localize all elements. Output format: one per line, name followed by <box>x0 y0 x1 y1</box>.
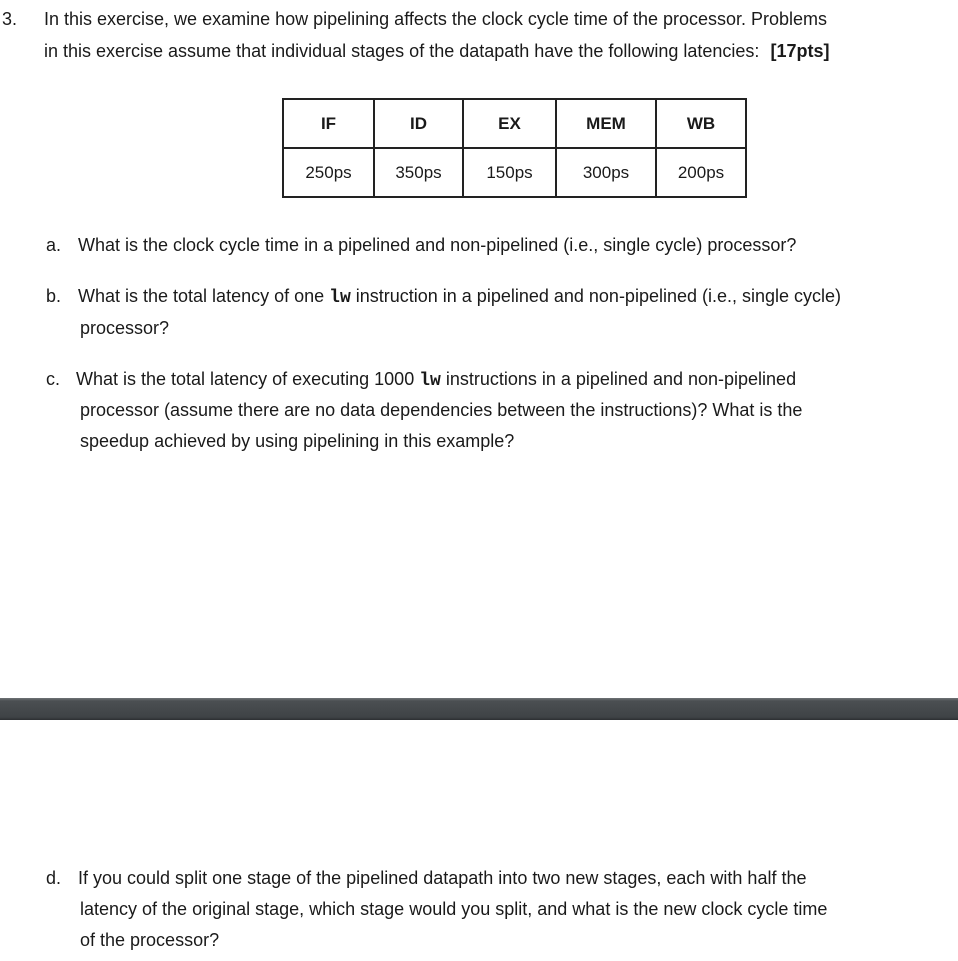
page-separator <box>0 698 958 720</box>
question-b-text-pre: What is the total latency of one <box>78 286 330 306</box>
stage-header-id: ID <box>374 99 463 148</box>
problem-number: 3. <box>2 9 18 29</box>
problem-intro-line-1: In this exercise, we examine how pipelining affects the clock cycle time of the processor. Problems <box>44 9 828 29</box>
question-d-line-2: latency of the original stage, which stage would you split, and what is the new clock cycle time <box>80 899 828 919</box>
question-d-marker: d. <box>46 868 62 888</box>
latency-table-header-row <box>283 99 746 148</box>
question-c-line-1 <box>76 368 796 392</box>
question-b-text-post: instruction in a pipelined and non-pipelined (i.e., single cycle) <box>350 286 842 306</box>
stage-latency-ex: 150ps <box>463 148 556 197</box>
question-b-line-2: processor? <box>80 318 170 338</box>
problem-intro-line-2 <box>44 40 829 62</box>
question-b-code: lw <box>329 288 351 308</box>
stage-latency-if: 250ps <box>283 148 374 197</box>
latency-table-value-row <box>283 148 746 197</box>
question-d-line-1: If you could split one stage of the pipelined datapath into two new stages, each with half the <box>78 868 807 888</box>
question-a-text: What is the clock cycle time in a pipelined and non-pipelined (i.e., single cycle) processor? <box>78 235 797 255</box>
stage-header-if: IF <box>283 99 374 148</box>
question-d-line-3: of the processor? <box>80 930 220 950</box>
question-c-line-2: processor (assume there are no data dependencies between the instructions)? What is the <box>80 400 803 420</box>
question-c-marker: c. <box>46 369 61 389</box>
stage-latency-wb: 200ps <box>656 148 746 197</box>
stage-latency-id: 350ps <box>374 148 463 197</box>
question-c-text-pre: What is the total latency of executing 1000 <box>76 369 420 389</box>
question-b-line-1 <box>78 285 841 309</box>
question-b-marker: b. <box>46 286 62 306</box>
question-c-line-3: speedup achieved by using pipelining in this example? <box>80 431 515 451</box>
stage-header-wb: WB <box>656 99 746 148</box>
question-c-code: lw <box>419 371 441 391</box>
stage-latency-mem: 300ps <box>556 148 656 197</box>
stage-header-mem: MEM <box>556 99 656 148</box>
question-c-text-post: instructions in a pipelined and non-pipelined <box>440 369 797 389</box>
question-a-marker: a. <box>46 235 62 255</box>
latency-table <box>282 98 747 198</box>
problem-intro-text: in this exercise assume that individual stages of the datapath have the following latencies: <box>44 41 760 61</box>
problem-points: [17pts] <box>770 41 830 61</box>
stage-header-ex: EX <box>463 99 556 148</box>
